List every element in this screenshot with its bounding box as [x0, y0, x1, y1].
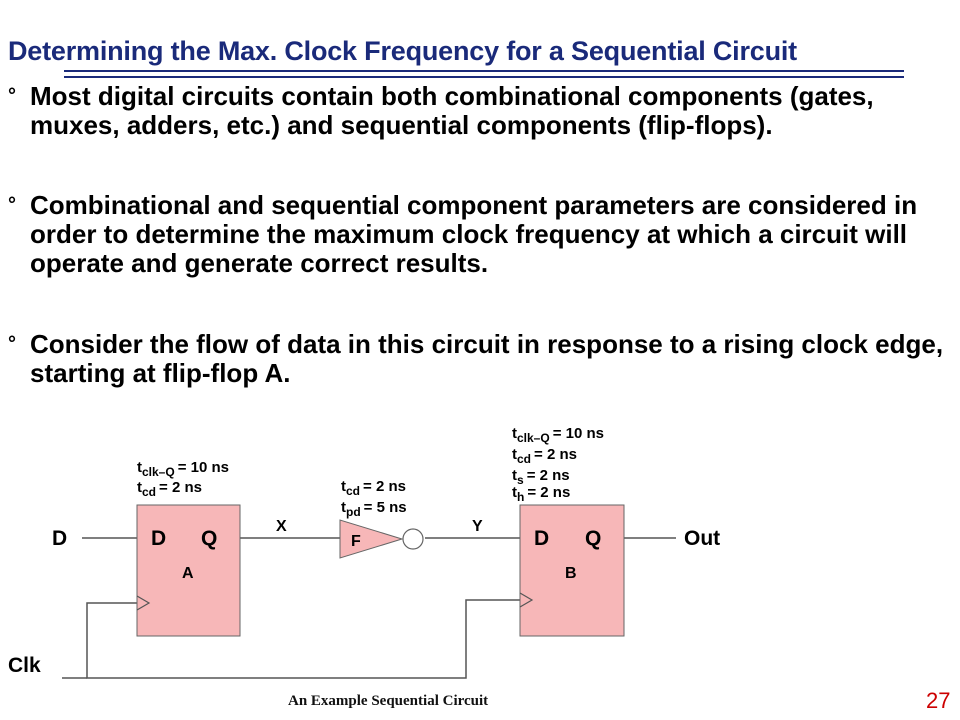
slide-title: Determining the Max. Clock Frequency for a Sequential Circuit [8, 36, 797, 66]
bullet-marker: ° [8, 85, 16, 107]
gate-f-tcd: $t_{cd} = 2$ ns [341, 478, 406, 498]
gate-f-name: F [351, 533, 361, 550]
page-number: 27 [926, 688, 951, 713]
ff-b-q-pin: Q [585, 527, 602, 550]
clock-label: Clk [8, 654, 41, 677]
gate-f [340, 520, 402, 558]
ff-b-tclkq: $t_{clk-Q} = 10$ ns [512, 425, 604, 445]
figure-caption: An Example Sequential Circuit [288, 693, 489, 709]
bullet-text: Most digital circuits contain both combinational components (gates, muxes, adders, etc.) and sequential components (flip-flops). [30, 81, 874, 140]
ff-b-th: $t_h = 2$ ns [512, 484, 571, 504]
bullet-marker: ° [8, 333, 16, 355]
ff-a-name: A [182, 565, 194, 582]
bullet-marker: ° [8, 194, 16, 216]
ff-b-ts: $t_s = 2$ ns [512, 467, 570, 487]
bullet-text: Combinational and sequential component parameters are considered in order to determine the maximum clock frequency at which a circuit will operate and generate correct results. [30, 190, 918, 278]
wire-y-label: Y [472, 518, 483, 535]
ff-b-tcd: $t_{cd} = 2$ ns [512, 446, 577, 466]
ff-a-tclkq: $t_{clk-Q} = 10$ ns [137, 459, 229, 479]
ff-b-name: B [565, 565, 577, 582]
ff-a-q-pin: Q [201, 527, 218, 550]
output-label: Out [684, 527, 721, 550]
gate-f-tpd: $t_{pd} = 5$ ns [341, 499, 407, 519]
bullet-text: Consider the flow of data in this circuit in response to a rising clock edge, starting at flip-flop A. [30, 329, 944, 388]
wire-x-label: X [276, 518, 287, 535]
inversion-bubble [403, 529, 423, 549]
ff-a-d-pin: D [151, 527, 167, 550]
ff-a-tcd: $t_{cd} = 2$ ns [137, 479, 202, 499]
ff-b-d-pin: D [534, 527, 550, 550]
input-d-label: D [52, 527, 68, 550]
